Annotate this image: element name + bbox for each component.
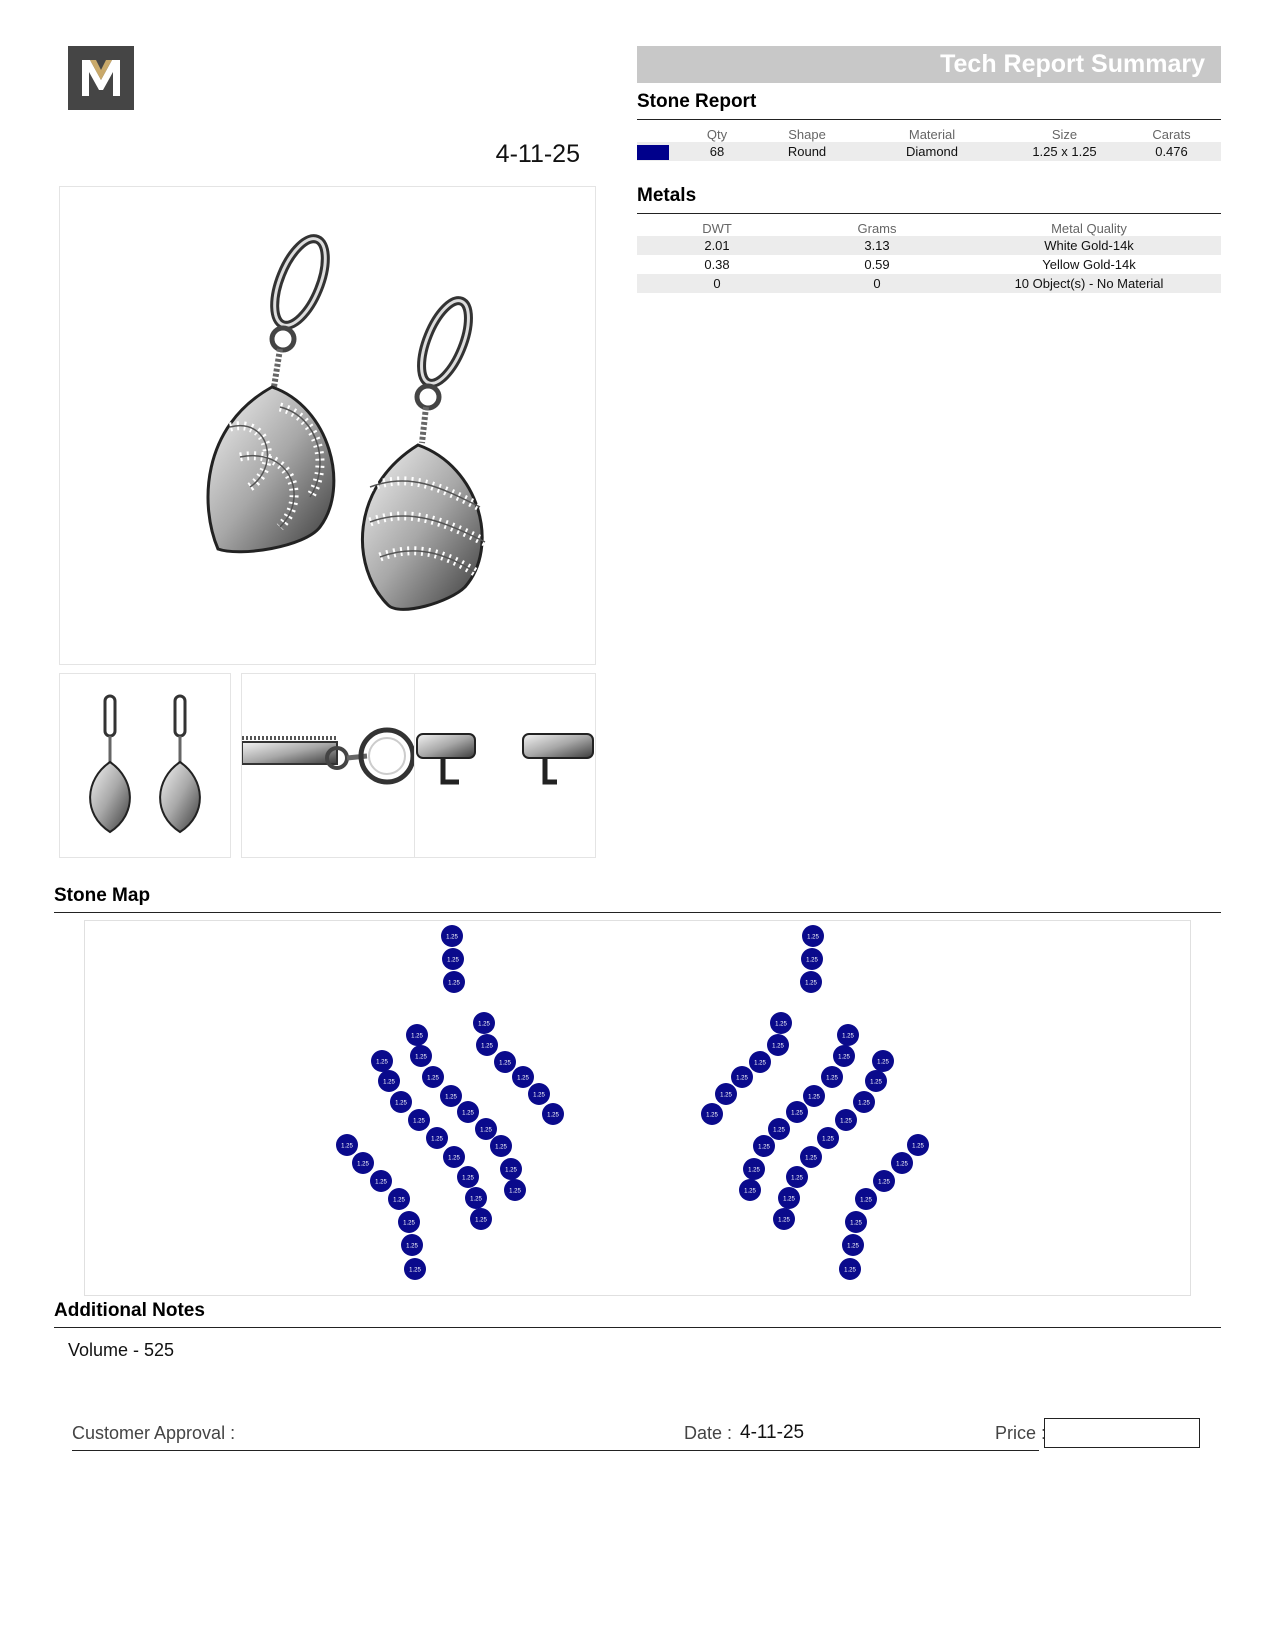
stone-size-label: 1.25 [475,1217,487,1224]
stone-marker [440,1085,462,1107]
metal-quality: White Gold-14k [957,236,1221,255]
stone-map [84,920,1191,1296]
company-logo [68,46,134,110]
stone-marker [853,1091,875,1113]
metal-dwt: 0 [637,274,797,293]
stone-size-label: 1.25 [754,1060,766,1067]
stone-size-label: 1.25 [495,1144,507,1151]
right-earring-render [362,294,485,609]
stone-marker [786,1101,808,1123]
stone-size-label: 1.25 [847,1243,859,1250]
stone-marker [494,1051,516,1073]
stone-size-label: 1.25 [806,957,818,964]
stone-marker [835,1109,857,1131]
stone-size-label: 1.25 [912,1143,924,1150]
metal-quality: Yellow Gold-14k [1042,257,1136,272]
stone-size-label: 1.25 [896,1161,908,1168]
stone-size-label: 1.25 [517,1075,529,1082]
metals-table [637,216,1221,293]
stone-marker [907,1134,929,1156]
column-header: Grams [857,221,897,236]
stone-marker [528,1083,550,1105]
stone-size-label: 1.25 [772,1043,784,1050]
stone-marker [800,1146,822,1168]
stone-marker [457,1166,479,1188]
stone-marker [443,1146,465,1168]
stone-size-label: 1.25 [427,1075,439,1082]
stone-size: 1.25 x 1.25 [1007,142,1122,161]
metal-quality: 10 Object(s) - No Material [957,274,1221,293]
stone-marker [352,1152,374,1174]
metal-grams: 0.59 [864,257,890,272]
stone-size-label: 1.25 [805,980,817,987]
stone-marker [404,1258,426,1280]
metal-dwt: 2.01 [637,236,797,255]
stone-marker [845,1211,867,1233]
stone-size-label: 1.25 [357,1161,369,1168]
stone-size-label: 1.25 [341,1143,353,1150]
stone-size-label: 1.25 [840,1118,852,1125]
stone-size-label: 1.25 [807,934,819,941]
stone-size-label: 1.25 [826,1075,838,1082]
stone-size-label: 1.25 [822,1136,834,1143]
stone-size-label: 1.25 [844,1267,856,1274]
report-title-bar [637,46,1221,83]
stone-size-label: 1.25 [838,1054,850,1061]
stone-size-label: 1.25 [778,1217,790,1224]
stone-size-label: 1.25 [758,1144,770,1151]
stone-report-table [637,122,1221,161]
stone-size-label: 1.25 [415,1054,427,1061]
stone-marker [442,948,464,970]
column-header: Qty [706,127,728,142]
stone-marker [865,1070,887,1092]
stone-size-label: 1.25 [431,1136,443,1143]
stone-size-label: 1.25 [744,1188,756,1195]
stone-size-label: 1.25 [478,1021,490,1028]
stone-marker [855,1188,877,1210]
stone-size-label: 1.25 [805,1155,817,1162]
stone-marker [749,1051,771,1073]
stone-size-label: 1.25 [376,1059,388,1066]
stone-size-label: 1.25 [877,1059,889,1066]
stone-marker [390,1091,412,1113]
stone-marker [839,1258,861,1280]
stone-size-label: 1.25 [850,1220,862,1227]
stone-size-label: 1.25 [448,1155,460,1162]
stone-size-label: 1.25 [383,1079,395,1086]
stone-size-label: 1.25 [505,1167,517,1174]
stone-size-label: 1.25 [462,1175,474,1182]
stone-size-label: 1.25 [775,1021,787,1028]
stone-marker [426,1127,448,1149]
stone-marker [370,1170,392,1192]
stone-marker [773,1208,795,1230]
approval-signature-line[interactable] [72,1450,1039,1451]
stone-size-label: 1.25 [783,1196,795,1203]
table-row [637,142,1221,161]
thumbnail-side-view [241,673,416,858]
stone-size-label: 1.25 [499,1060,511,1067]
stone-material: Diamond [857,142,1007,161]
stone-size-label: 1.25 [720,1092,732,1099]
stone-marker [476,1034,498,1056]
stone-marker [833,1045,855,1067]
stone-marker [475,1118,497,1140]
table-header-row [637,216,1221,236]
stone-marker [443,971,465,993]
stone-marker [802,925,824,947]
stone-size-label: 1.25 [413,1118,425,1125]
stone-size-label: 1.25 [736,1075,748,1082]
stone-marker [388,1188,410,1210]
stone-marker [873,1170,895,1192]
stone-marker [465,1187,487,1209]
stone-marker [504,1179,526,1201]
stone-map-heading: Stone Map [54,885,151,906]
stone-marker [408,1109,430,1131]
stone-size-label: 1.25 [533,1092,545,1099]
metal-dwt: 0.38 [704,257,730,272]
column-header: Material [908,127,956,142]
thumbnail-front-view [59,673,231,858]
left-earring-render [208,232,336,552]
stone-size-label: 1.25 [393,1197,405,1204]
stone-marker [401,1234,423,1256]
stone-marker [457,1101,479,1123]
stone-size-label: 1.25 [406,1243,418,1250]
stone-size-label: 1.25 [446,934,458,941]
stone-marker [803,1085,825,1107]
stone-marker [470,1208,492,1230]
metal-grams: 3.13 [797,236,957,255]
stone-marker [872,1050,894,1072]
notes-rule [54,1327,1221,1328]
stone-marker [715,1083,737,1105]
swatch-column-header [637,122,677,142]
stone-marker [817,1127,839,1149]
stone-report-heading: Stone Report [637,91,757,112]
stone-marker [891,1152,913,1174]
stone-map-rule [54,912,1221,913]
approval-date-label: Date : [684,1423,733,1443]
stone-map-canvas [85,921,1190,1295]
stone-marker [398,1211,420,1233]
stone-marker [490,1135,512,1157]
column-header: Size [1051,127,1078,142]
stone-size-label: 1.25 [547,1112,559,1119]
column-header: Metal Quality [1051,221,1127,236]
stone-size-label: 1.25 [462,1110,474,1117]
logo-m-icon [68,46,134,110]
approval-date-value: 4-11-25 [740,1422,805,1443]
stone-size-label: 1.25 [509,1188,521,1195]
column-header: Carats [1152,127,1191,142]
stone-size-label: 1.25 [870,1079,882,1086]
stone-size-label: 1.25 [858,1100,870,1107]
stone-report-rule [637,119,1221,120]
stone-marker [842,1234,864,1256]
price-input[interactable] [1044,1418,1200,1448]
stone-size-label: 1.25 [748,1167,760,1174]
stone-marker [542,1103,564,1125]
stone-marker [500,1158,522,1180]
stone-marker [701,1103,723,1125]
stone-marker [800,971,822,993]
stone-size-label: 1.25 [403,1220,415,1227]
thumbnail-top-view [414,673,596,858]
table-row [637,274,1221,293]
stone-marker [753,1135,775,1157]
stone-marker [441,925,463,947]
report-title: Tech Report Summary [940,50,1205,78]
stone-marker [801,948,823,970]
stone-marker [422,1066,444,1088]
stone-size-label: 1.25 [448,980,460,987]
stone-marker [778,1187,800,1209]
stone-size-label: 1.25 [791,1110,803,1117]
table-row [637,236,1221,255]
header-date: 4-11-25 [495,140,580,168]
table-header-row [637,122,1221,142]
customer-approval-label: Customer Approval : [72,1423,236,1443]
stone-size-label: 1.25 [375,1179,387,1186]
stone-marker [768,1118,790,1140]
stone-marker [406,1024,428,1046]
stone-size-label: 1.25 [409,1267,421,1274]
column-header: DWT [702,221,732,236]
stone-marker [739,1179,761,1201]
price-label: Price : [995,1423,1047,1443]
stone-marker [410,1045,432,1067]
stone-size-label: 1.25 [411,1033,423,1040]
metal-grams: 0 [797,274,957,293]
earring-main-render [59,186,596,665]
stone-marker [786,1166,808,1188]
stone-size-label: 1.25 [470,1196,482,1203]
stone-marker [378,1070,400,1092]
stone-size-label: 1.25 [481,1043,493,1050]
column-header: Shape [788,127,826,142]
notes-text: Volume - 525 [68,1340,175,1360]
stone-marker [473,1012,495,1034]
stone-marker [821,1066,843,1088]
notes-heading: Additional Notes [54,1300,205,1321]
stone-marker [743,1158,765,1180]
stone-marker [336,1134,358,1156]
stone-carats: 0.476 [1122,142,1221,161]
stone-size-label: 1.25 [860,1197,872,1204]
stone-marker [767,1034,789,1056]
stone-marker [770,1012,792,1034]
stone-size-label: 1.25 [395,1100,407,1107]
stone-marker [837,1024,859,1046]
stone-shape: Round [757,142,857,161]
stone-size-label: 1.25 [773,1127,785,1134]
stone-marker [731,1066,753,1088]
metals-rule [637,213,1221,214]
table-row [637,255,1221,274]
stone-marker [371,1050,393,1072]
metals-heading: Metals [637,185,697,206]
stone-size-label: 1.25 [445,1094,457,1101]
stone-color-swatch [637,145,669,160]
stone-size-label: 1.25 [842,1033,854,1040]
stone-size-label: 1.25 [480,1127,492,1134]
stone-size-label: 1.25 [447,957,459,964]
stone-size-label: 1.25 [808,1094,820,1101]
stone-size-label: 1.25 [791,1175,803,1182]
stone-marker [512,1066,534,1088]
stone-size-label: 1.25 [706,1112,718,1119]
stone-size-label: 1.25 [878,1179,890,1186]
stone-qty: 68 [677,142,757,161]
